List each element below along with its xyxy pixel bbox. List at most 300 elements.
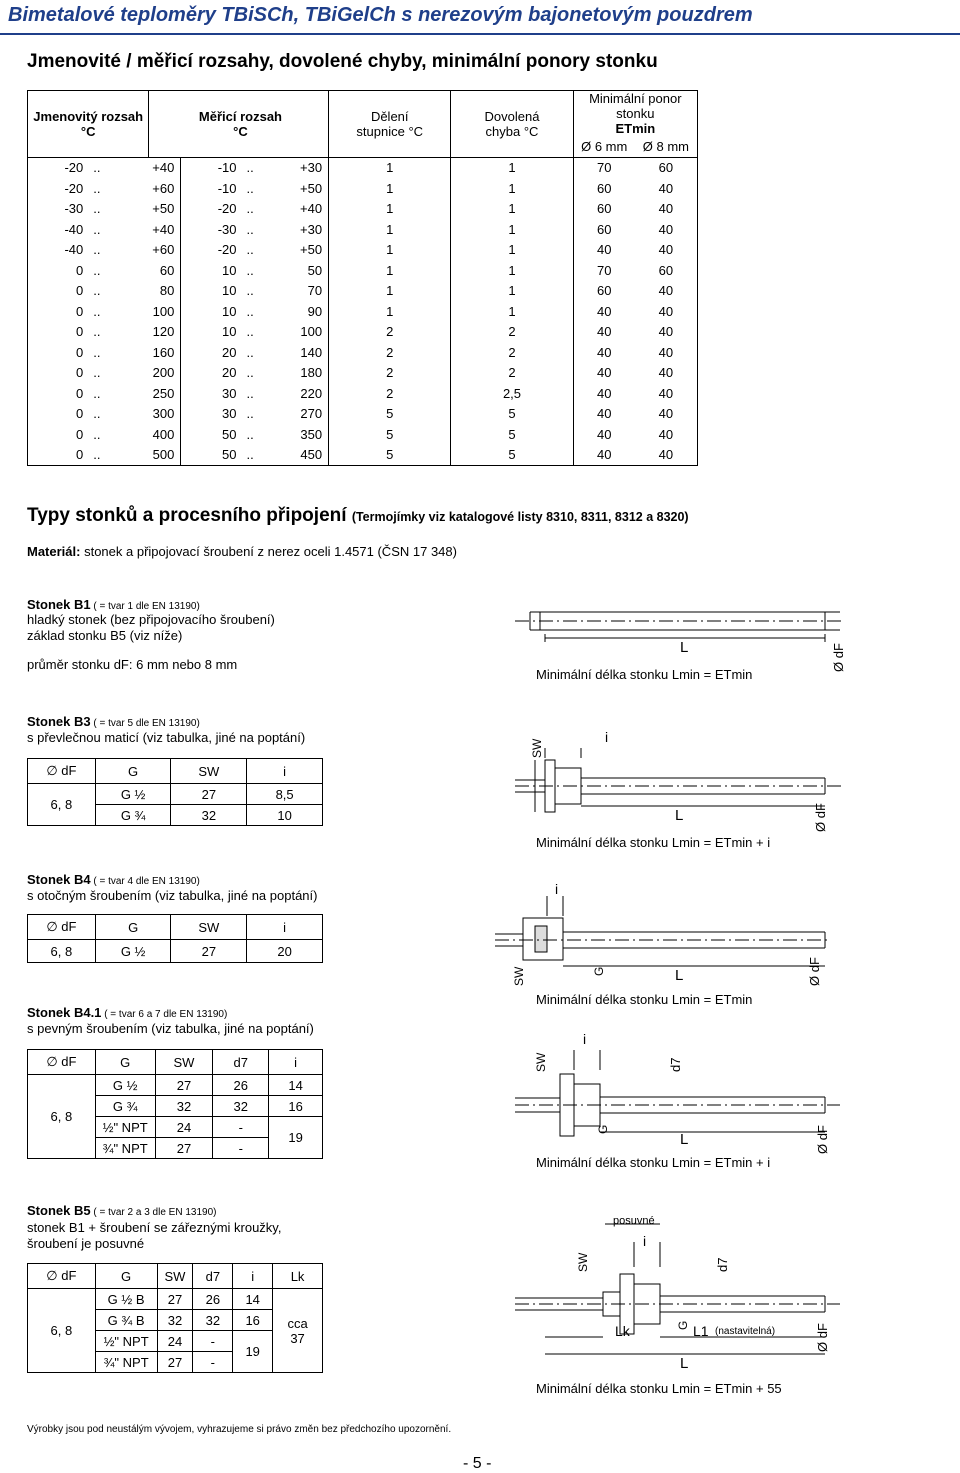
b4-h-g: G (95, 915, 171, 940)
footer-note: Výrobky jsou pod neustálým vývojem, vyhrazujeme si právo změn bez předchozího upozornění. (27, 1424, 452, 1435)
b41-d7: 32 (213, 1096, 269, 1117)
error: 5 (451, 404, 573, 425)
header-rule (0, 33, 960, 35)
b3-h-g: G (95, 759, 171, 784)
b4-drawing (495, 876, 835, 991)
min-d6: 60 (573, 281, 635, 302)
b41-label-sw: SW (534, 1052, 548, 1072)
b4-name: Stonek B4 (27, 872, 91, 887)
min-d8: 60 (635, 157, 698, 178)
b5-caption: Minimální délka stonku Lmin = ETmin + 55 (536, 1381, 782, 1396)
b5-i: 16 (233, 1310, 273, 1331)
measuring-to: 50 (300, 260, 329, 281)
b3-h-i: i (247, 759, 323, 784)
b41-i: 16 (269, 1096, 323, 1117)
range-table-body (28, 157, 698, 466)
measuring-from: 20 (181, 342, 243, 363)
measuring-sep: .. (246, 160, 254, 176)
nominal-from: 0 (28, 260, 90, 281)
nominal-to: 300 (149, 404, 181, 425)
b5-label-i: i (643, 1233, 647, 1249)
measuring-sep: .. (246, 283, 254, 299)
b3-line1: s převlečnou maticí (viz tabulka, jiné na poptání) (27, 730, 306, 745)
range-row (28, 281, 698, 302)
range-row (28, 363, 698, 384)
b3-heading (27, 714, 200, 729)
b41-heading (27, 1005, 227, 1020)
b5-i-merged: 19 (233, 1331, 273, 1373)
stems-title-note: (Termojímky viz katalogové listy 8310, 8311, 8312 a 8320) (351, 510, 689, 524)
error: 1 (451, 281, 573, 302)
range-row (28, 240, 698, 261)
error: 1 (451, 199, 573, 220)
measuring-to: +30 (300, 157, 329, 178)
range-row (28, 260, 698, 281)
nominal-from: 0 (28, 445, 90, 466)
b5-label-df: Ø dF (815, 1323, 830, 1352)
measuring-to: 350 (300, 424, 329, 445)
b5-table (27, 1263, 323, 1373)
b41-caption: Minimální délka stonku Lmin = ETmin + i (536, 1155, 771, 1170)
b5-label-adjustable: (nastavitelná) (715, 1326, 776, 1337)
division: 2 (329, 383, 451, 404)
b5-d7: 26 (193, 1289, 233, 1310)
b4-h-i: i (247, 915, 323, 940)
b4-g: G ½ (95, 940, 171, 963)
min-d8: 60 (635, 260, 698, 281)
nominal-sep: .. (93, 262, 101, 278)
measuring-to: 450 (300, 445, 329, 466)
measuring-from: 20 (181, 363, 243, 384)
b3-sw: 27 (171, 784, 247, 805)
b3-label-L: L (675, 807, 684, 824)
min-d8: 40 (635, 424, 698, 445)
nominal-sep: .. (93, 385, 101, 401)
header-measuring-range: Měřicí rozsah (198, 108, 282, 124)
nominal-to: 160 (149, 342, 181, 363)
measuring-to: 220 (300, 383, 329, 404)
b5-label-sw: SW (576, 1252, 590, 1272)
measuring-from: 10 (181, 322, 243, 343)
measuring-from: 50 (181, 445, 243, 466)
b3-label-df: Ø dF (813, 803, 828, 832)
b4-label-df: Ø dF (807, 957, 822, 986)
min-d8: 40 (635, 383, 698, 404)
nominal-from: -30 (28, 199, 90, 220)
b5-drawing (515, 1212, 845, 1382)
measuring-to: +30 (300, 219, 329, 240)
range-row (28, 157, 698, 178)
measuring-sep: .. (246, 201, 254, 217)
division: 1 (329, 178, 451, 199)
b41-sw: 24 (155, 1117, 213, 1138)
min-d6: 40 (573, 383, 635, 404)
b3-name: Stonek B3 (27, 714, 91, 729)
nominal-sep: .. (93, 303, 101, 319)
b5-label-lk: Lk (615, 1323, 630, 1339)
b41-label-df: Ø dF (815, 1125, 830, 1154)
nominal-from: 0 (28, 322, 90, 343)
range-row (28, 424, 698, 445)
min-d6: 60 (573, 199, 635, 220)
b4-sw: 27 (171, 940, 247, 963)
error: 2 (451, 363, 573, 384)
measuring-from: 50 (181, 424, 243, 445)
min-d6: 40 (573, 363, 635, 384)
b5-line1: stonek B1 + šroubení se zářeznými kroužky, (27, 1220, 282, 1235)
header-nominal-unit: °C (80, 123, 96, 139)
b4-table (27, 914, 323, 963)
measuring-from: 10 (181, 260, 243, 281)
min-d8: 40 (635, 445, 698, 466)
range-row (28, 404, 698, 425)
b5-sw: 27 (157, 1289, 193, 1310)
nominal-sep: .. (93, 365, 101, 381)
nominal-to: 250 (149, 383, 181, 404)
division: 1 (329, 260, 451, 281)
measuring-from: -20 (181, 240, 243, 261)
min-d8: 40 (635, 363, 698, 384)
header-division: Dělení (370, 108, 409, 124)
range-row (28, 342, 698, 363)
nominal-sep: .. (93, 221, 101, 237)
b3-sw: 32 (171, 805, 247, 826)
b5-h-d7: d7 (193, 1264, 233, 1289)
nominal-to: 120 (149, 322, 181, 343)
b41-g: ¾" NPT (95, 1138, 155, 1159)
nominal-from: 0 (28, 342, 90, 363)
division: 1 (329, 281, 451, 302)
measuring-sep: .. (246, 262, 254, 278)
b41-i-merged: 19 (269, 1117, 323, 1159)
b5-sw: 27 (157, 1352, 193, 1373)
measuring-from: 30 (181, 383, 243, 404)
min-d6: 40 (573, 322, 635, 343)
b41-d7: - (213, 1117, 269, 1138)
nominal-sep: .. (93, 426, 101, 442)
nominal-from: -40 (28, 219, 90, 240)
page-header-title: Bimetalové teploměry TBiSCh, TBiGelCh s nerezovým bajonetovým pouzdrem (8, 4, 753, 26)
b5-line2: šroubení je posuvné (27, 1236, 145, 1251)
b5-d7: - (193, 1331, 233, 1352)
b3-i: 8,5 (247, 784, 323, 805)
b41-name: Stonek B4.1 (27, 1005, 102, 1020)
min-d6: 60 (573, 178, 635, 199)
b5-label-L: L (680, 1355, 689, 1372)
nominal-from: 0 (28, 383, 90, 404)
min-d8: 40 (635, 301, 698, 322)
header-nominal-range: Jmenovitý rozsah (33, 108, 144, 124)
measuring-sep: .. (246, 385, 254, 401)
nominal-to: 80 (149, 281, 181, 302)
b4-h-sw: SW (171, 915, 247, 940)
b5-label-g: G (676, 1320, 690, 1330)
division: 1 (329, 157, 451, 178)
measuring-to: 140 (300, 342, 329, 363)
error: 2,5 (451, 383, 573, 404)
measuring-to: +40 (300, 199, 329, 220)
error: 1 (451, 301, 573, 322)
measuring-from: -10 (181, 157, 243, 178)
division: 5 (329, 424, 451, 445)
header-d6: Ø 6 mm (573, 136, 635, 157)
b1-line1: hladký stonek (bez připojovacího šroubení) (27, 612, 275, 627)
measuring-sep: .. (246, 303, 254, 319)
nominal-sep: .. (93, 283, 101, 299)
min-d6: 40 (573, 404, 635, 425)
material-label: Materiál: (27, 544, 81, 559)
header-d8: Ø 8 mm (635, 136, 698, 157)
b41-h-g: G (95, 1050, 155, 1075)
nominal-to: +40 (149, 219, 181, 240)
b5-norm: ( = tvar 2 a 3 dle EN 13190) (90, 1207, 217, 1218)
measuring-sep: .. (246, 406, 254, 422)
error: 1 (451, 178, 573, 199)
nominal-to: +40 (149, 157, 181, 178)
nominal-sep: .. (93, 160, 101, 176)
b4-label-g: G (592, 966, 606, 976)
b5-d7: - (193, 1352, 233, 1373)
b41-sw: 27 (155, 1138, 213, 1159)
b3-df: 6, 8 (28, 784, 96, 826)
b41-g: ½" NPT (95, 1117, 155, 1138)
nominal-from: -20 (28, 178, 90, 199)
min-d8: 40 (635, 178, 698, 199)
min-d8: 40 (635, 342, 698, 363)
min-d6: 40 (573, 342, 635, 363)
error: 2 (451, 342, 573, 363)
b41-line1: s pevným šroubením (viz tabulka, jiné na poptání) (27, 1021, 314, 1036)
nominal-to: +60 (149, 178, 181, 199)
header-measuring-unit: °C (233, 123, 248, 139)
nominal-to: 100 (149, 301, 181, 322)
min-d8: 40 (635, 219, 698, 240)
range-row (28, 219, 698, 240)
b5-sw: 32 (157, 1310, 193, 1331)
b5-sw: 24 (157, 1331, 193, 1352)
nominal-to: +60 (149, 240, 181, 261)
min-d6: 70 (573, 260, 635, 281)
b5-i: 14 (233, 1289, 273, 1310)
range-row (28, 383, 698, 404)
range-row (28, 322, 698, 343)
b1-line2: základ stonku B5 (viz níže) (27, 628, 183, 643)
b3-i: 10 (247, 805, 323, 826)
range-row (28, 199, 698, 220)
division: 1 (329, 219, 451, 240)
b3-h-sw: SW (171, 759, 247, 784)
division: 2 (329, 342, 451, 363)
b41-label-g: G (596, 1124, 610, 1134)
b5-h-lk: Lk (273, 1264, 323, 1289)
b4-df: 6, 8 (28, 940, 96, 963)
nominal-from: 0 (28, 363, 90, 384)
b5-name: Stonek B5 (27, 1203, 91, 1218)
nominal-from: 0 (28, 281, 90, 302)
nominal-from: 0 (28, 301, 90, 322)
section-title-stems (27, 505, 689, 527)
measuring-to: 270 (300, 404, 329, 425)
b4-caption: Minimální délka stonku Lmin = ETmin (536, 992, 753, 1007)
b5-df: 6, 8 (28, 1289, 96, 1373)
b5-h-i: i (233, 1264, 273, 1289)
nominal-to: 200 (149, 363, 181, 384)
b3-table (27, 758, 323, 826)
measuring-to: +50 (300, 240, 329, 261)
b41-sw: 32 (155, 1096, 213, 1117)
b1-label-L: L (680, 639, 689, 656)
division: 5 (329, 404, 451, 425)
b4-i: 20 (247, 940, 323, 963)
measuring-from: -30 (181, 219, 243, 240)
material-text: stonek a připojovací šroubení z nerez oceli 1.4571 (ČSN 17 348) (80, 544, 457, 559)
b5-h-sw: SW (157, 1264, 193, 1289)
division: 2 (329, 322, 451, 343)
b3-label-sw: SW (530, 738, 544, 758)
b4-label-i: i (555, 881, 559, 897)
measuring-sep: .. (246, 426, 254, 442)
nominal-from: -20 (28, 157, 90, 178)
measuring-sep: .. (243, 445, 301, 466)
b41-sw: 27 (155, 1075, 213, 1096)
min-d8: 40 (635, 322, 698, 343)
b41-d7: - (213, 1138, 269, 1159)
min-d6: 40 (573, 424, 635, 445)
range-table (27, 90, 698, 466)
b41-d7: 26 (213, 1075, 269, 1096)
range-row (28, 301, 698, 322)
measuring-from: -10 (181, 178, 243, 199)
b4-heading (27, 872, 200, 887)
b5-h-g: G (95, 1264, 157, 1289)
nominal-to: 400 (149, 424, 181, 445)
measuring-to: 100 (300, 322, 329, 343)
measuring-sep: .. (246, 221, 254, 237)
page-number: - 5 - (463, 1455, 492, 1472)
b41-g: G ½ (95, 1075, 155, 1096)
b5-g: G ¾ B (95, 1310, 157, 1331)
measuring-to: +50 (300, 178, 329, 199)
b41-drawing (515, 1022, 845, 1157)
min-d6: 70 (573, 157, 635, 178)
b41-table (27, 1049, 323, 1159)
error: 5 (451, 424, 573, 445)
b4-norm: ( = tvar 4 dle EN 13190) (90, 876, 200, 887)
min-d6: 40 (573, 445, 635, 466)
error: 1 (451, 219, 573, 240)
b5-g: ¾" NPT (95, 1352, 157, 1373)
b41-h-sw: SW (155, 1050, 213, 1075)
header-error: Dovolená (484, 108, 540, 124)
division: 1 (329, 240, 451, 261)
nominal-to: 500 (149, 445, 181, 466)
material-line (27, 544, 457, 559)
measuring-from: 10 (181, 301, 243, 322)
measuring-to: 180 (300, 363, 329, 384)
b3-g: G ½ (95, 784, 171, 805)
b4-h-df: ∅ dF (28, 915, 96, 940)
b5-h-df: ∅ dF (28, 1264, 96, 1289)
b41-i: 14 (269, 1075, 323, 1096)
nominal-sep: .. (93, 180, 101, 196)
b3-g: G ¾ (95, 805, 171, 826)
b5-lk-value: 37 (290, 1330, 305, 1346)
b3-label-i: i (605, 729, 609, 745)
measuring-to: 70 (300, 281, 329, 302)
b5-heading (27, 1203, 216, 1218)
min-d6: 40 (573, 301, 635, 322)
measuring-sep: .. (246, 365, 254, 381)
b5-lk-approx: cca (287, 1315, 308, 1331)
b5-d7: 32 (193, 1310, 233, 1331)
b4-line1: s otočným šroubením (viz tabulka, jiné na poptání) (27, 888, 318, 903)
min-d8: 40 (635, 240, 698, 261)
nominal-to: +50 (149, 199, 181, 220)
min-d8: 40 (635, 281, 698, 302)
measuring-sep: .. (246, 324, 254, 340)
nominal-sep: .. (93, 344, 101, 360)
b5-lk (273, 1289, 323, 1373)
b1-label-df: Ø dF (831, 643, 846, 672)
b41-label-d7: d7 (668, 1057, 683, 1072)
min-d8: 40 (635, 404, 698, 425)
error: 1 (451, 157, 573, 178)
measuring-to: 90 (300, 301, 329, 322)
b5-label-d7: d7 (715, 1257, 730, 1272)
b41-norm: ( = tvar 6 a 7 dle EN 13190) (101, 1009, 228, 1020)
nominal-sep: .. (93, 242, 101, 258)
b41-h-df: ∅ dF (28, 1050, 96, 1075)
stems-title: Typy stonků a procesního připojení (27, 505, 347, 526)
nominal-from: 0 (28, 404, 90, 425)
header-division-unit: stupnice °C (356, 123, 424, 139)
division: 2 (329, 363, 451, 384)
measuring-sep: .. (246, 344, 254, 360)
b5-label-sliding: posuvné (613, 1215, 655, 1227)
nominal-from: 0 (28, 424, 90, 445)
b1-line3: průměr stonku dF: 6 mm nebo 8 mm (27, 657, 238, 672)
b41-label-i: i (583, 1031, 587, 1047)
header-error-unit: chyba °C (485, 123, 539, 139)
nominal-sep: .. (89, 445, 149, 466)
nominal-sep: .. (93, 324, 101, 340)
min-d6: 40 (573, 240, 635, 261)
b5-g: G ½ B (95, 1289, 157, 1310)
error: 2 (451, 322, 573, 343)
nominal-from: -40 (28, 240, 90, 261)
b1-heading (27, 597, 200, 612)
b3-h-df: ∅ dF (28, 759, 96, 784)
min-d6: 60 (573, 219, 635, 240)
b5-label-l1: L1 (693, 1323, 709, 1339)
section-title-ranges: Jmenovité / měřicí rozsahy, dovolené chyby, minimální ponory stonku (27, 51, 658, 72)
division: 1 (329, 301, 451, 322)
b41-h-i: i (269, 1050, 323, 1075)
b4-label-sw: SW (512, 966, 526, 986)
b41-label-L: L (680, 1131, 689, 1148)
b1-name: Stonek B1 (27, 597, 91, 612)
b3-norm: ( = tvar 5 dle EN 13190) (90, 718, 200, 729)
division: 1 (329, 199, 451, 220)
measuring-from: 30 (181, 404, 243, 425)
b3-caption: Minimální délka stonku Lmin = ETmin + i (536, 835, 771, 850)
b41-df: 6, 8 (28, 1075, 96, 1159)
measuring-from: 10 (181, 281, 243, 302)
error: 1 (451, 240, 573, 261)
error: 5 (451, 445, 573, 466)
header-etmin: ETmin (615, 121, 656, 136)
b5-g: ½" NPT (95, 1331, 157, 1352)
